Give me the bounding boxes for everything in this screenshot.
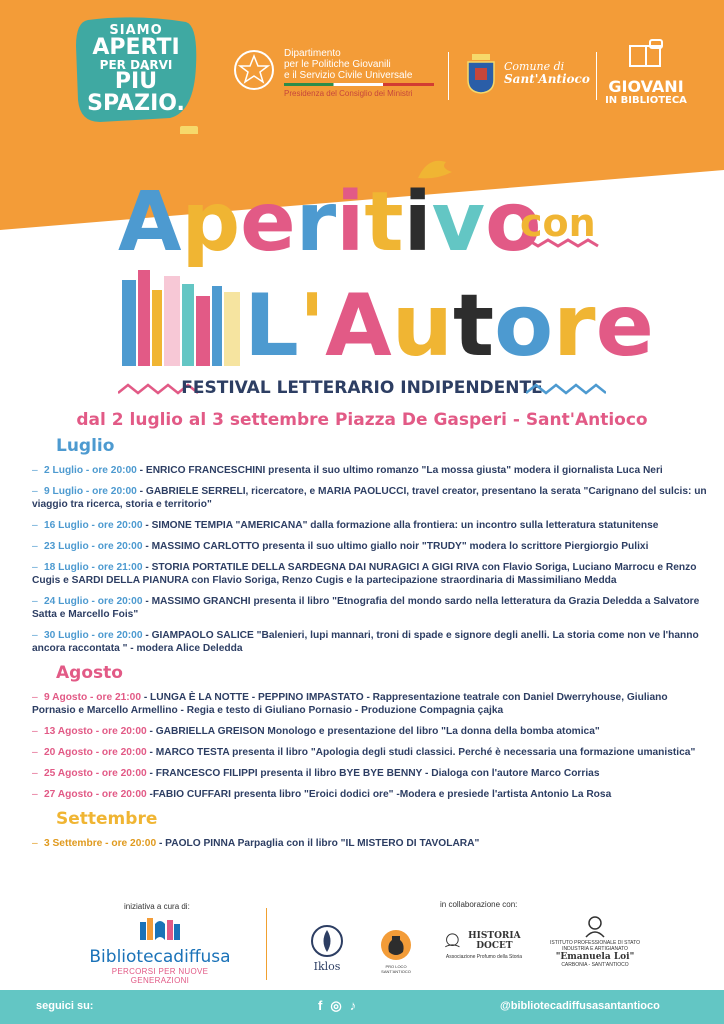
badge-line-4: PIÙ SPAZIO. xyxy=(87,69,185,116)
event-description: - STORIA PORTATILE DELLA SARDEGNA DAI NURAGICI A GIGI RIVA con Flavio Soriga, Luciano Marrocu e Renzo Cugis e SARDI DELLA PIANURA con Flavio Soriga, Renzo Cugis e la partecipazione straordinaria di Massimiliano Medda xyxy=(32,562,697,586)
tiktok-icon[interactable]: ♪ xyxy=(349,998,357,1013)
event-item xyxy=(32,691,712,717)
loi-name: "Emanuela Loi" xyxy=(555,952,635,962)
comune-logo xyxy=(466,52,590,94)
event-when: 13 Agosto - ore 20:00 xyxy=(44,726,147,737)
event-when: 16 Luglio - ore 20:00 xyxy=(44,520,143,531)
badge-line-3: PER DARVI xyxy=(99,58,173,72)
bullet-dash: – xyxy=(32,596,38,607)
department-line-2: per le Politiche Giovanili xyxy=(284,59,391,70)
event-item xyxy=(32,519,712,532)
badge-text xyxy=(74,24,198,115)
event-list-luglio xyxy=(32,464,712,655)
header-divider xyxy=(596,52,597,100)
bullet-dash: – xyxy=(32,486,38,497)
instagram-icon[interactable]: ◎ xyxy=(330,998,342,1013)
portrait-icon xyxy=(583,914,607,938)
loi-city: CARBONIA - SANT'ANTIOCO xyxy=(561,962,629,968)
event-description: - MASSIMO GRANCHI presenta il libro "Etnografia del mondo sardo nella letteratura da Grazia Deledda a Salvatore Satta e Marcello Fois" xyxy=(32,596,700,620)
collaboration-label: in collaborazione con: xyxy=(440,900,518,909)
title-word-2: con xyxy=(520,201,596,245)
comune-line-1: Comune di xyxy=(504,60,565,73)
event-when: 25 Agosto - ore 20:00 xyxy=(44,768,147,779)
event-item xyxy=(32,725,712,738)
title-artwork xyxy=(0,150,724,400)
program xyxy=(32,436,712,858)
event-description: - PAOLO PINNA Parpaglia con il libro "IL MISTERO DI TAVOLARA" xyxy=(156,838,480,849)
giovani-in-biblioteca-logo xyxy=(604,38,688,106)
event-description: - SIMONE TEMPIA "AMERICANA" dalla formazione alla frontiera: un incontro sulla letteratura statunitense xyxy=(142,520,659,531)
event-description: - ENRICO FRANCESCHINI presenta il suo ultimo romanzo "La mossa giusta" modera il giornalista Luca Neri xyxy=(136,465,663,476)
historia-sub: Associazione Profumo della Storia xyxy=(445,954,523,960)
event-description: - MARCO TESTA presenta il libro "Apologia degli studi classici. Perché è necessaria una formazione umanistica" xyxy=(146,747,696,758)
event-item xyxy=(32,837,712,850)
loi-line-2: INDUSTRIA E ARTIGIANATO xyxy=(562,946,628,952)
emanuela-loi-logo xyxy=(540,914,650,968)
department-logo xyxy=(232,48,434,98)
bullet-dash: – xyxy=(32,630,38,641)
bullet-dash: – xyxy=(32,541,38,552)
historia-name: HISTORIA DOCET xyxy=(468,931,521,951)
event-description: - LUNGA È LA NOTTE - PEPPINO IMPASTATO - Rappresentazione teatrale con Daniel Dwerryhouse, Giuliano Pornasio e Marcello Armellino - Regia e testo di Giuliano Pornasio - Produzione Compagnia çajka xyxy=(32,692,668,716)
department-line-1: Dipartimento xyxy=(284,48,341,59)
tricolor-bar xyxy=(284,83,434,86)
books-illustration xyxy=(122,270,240,366)
event-when: 9 Luglio - ore 20:00 xyxy=(44,486,137,497)
iklos-logo xyxy=(302,924,352,973)
event-when: 2 Luglio - ore 20:00 xyxy=(44,465,137,476)
department-line-3: e il Servizio Civile Universale xyxy=(284,70,413,81)
festival-dates: dal 2 luglio al 3 settembre Piazza De Gasperi - Sant'Antioco xyxy=(76,410,648,430)
month-heading-luglio: Luglio xyxy=(56,436,115,456)
books-logo-icon xyxy=(138,916,182,942)
event-item xyxy=(32,464,712,477)
event-item xyxy=(32,746,712,759)
event-description: - MASSIMO CARLOTTO presenta il suo ultimo giallo noir "TRUDY" modera lo scrittore Piergiorgio Pulixi xyxy=(142,541,649,552)
social-handle[interactable]: @bibliotecadiffusasantantioco xyxy=(500,1000,660,1012)
badge-line-1: SIAMO xyxy=(109,23,163,38)
facebook-icon[interactable]: f xyxy=(318,998,323,1013)
pro-loco-name: PRO LOCO SANT'ANTIOCO xyxy=(381,964,411,974)
event-when: 9 Agosto - ore 21:00 xyxy=(44,692,141,703)
event-description: - GABRIELLA GREISON Monologo e presentazione del libro "La donna della bomba atomica" xyxy=(146,726,600,737)
initiative-label: iniziativa a cura di: xyxy=(124,902,190,911)
month-heading-agosto: Agosto xyxy=(56,663,123,683)
zigzag-right xyxy=(526,383,606,395)
event-item xyxy=(32,485,712,511)
giovani-line-2: IN BIBLIOTECA xyxy=(605,95,687,106)
event-item xyxy=(32,788,712,801)
event-when: 18 Luglio - ore 21:00 xyxy=(44,562,143,573)
event-description: - FRANCESCO FILIPPI presenta il libro BYE BYE BENNY - Dialoga con l'autore Marco Corrias xyxy=(146,768,600,779)
crest-icon xyxy=(466,52,496,94)
social-icons xyxy=(318,998,356,1014)
event-when: 20 Agosto - ore 20:00 xyxy=(44,747,147,758)
department-sub: Presidenza del Consiglio dei Ministri xyxy=(284,89,413,98)
bibliotecadiffusa-name: Bibliotecadiffusa xyxy=(89,947,231,967)
event-when: 3 Settembre - ore 20:00 xyxy=(44,838,157,849)
bullet-dash: – xyxy=(32,520,38,531)
event-description: - GIAMPAOLO SALICE "Balenieri, lupi mannari, troni di spade e signore degli anelli. La storia come non ve l'hanno ancora raccontata " - modera Alice Deledda xyxy=(32,630,699,654)
title-word-1: Aperitivo xyxy=(118,175,542,270)
giovani-line-1: GIOVANI xyxy=(608,77,684,96)
festival-subtitle: FESTIVAL LETTERARIO INDIPENDENTE xyxy=(181,378,543,398)
bullet-dash: – xyxy=(32,789,38,800)
follow-label: seguici su: xyxy=(36,1000,94,1012)
partners-divider xyxy=(266,908,267,980)
event-description: -FABIO CUFFARI presenta libro "Eroici dodici ore" -Modera e presiede l'artista Antonio La Rosa xyxy=(146,789,612,800)
loi-line-1: ISTITUTO PROFESSIONALE DI STATO xyxy=(550,940,640,946)
book-chat-icon xyxy=(626,38,666,74)
iklos-icon xyxy=(310,924,344,958)
bullet-dash: – xyxy=(32,726,38,737)
header-divider xyxy=(448,52,449,100)
event-item xyxy=(32,767,712,780)
event-item xyxy=(32,595,712,621)
globe-book-icon xyxy=(444,928,461,954)
comune-line-2: Sant'Antioco xyxy=(504,72,590,86)
event-item xyxy=(32,629,712,655)
badge-line-2: APERTI xyxy=(92,35,180,60)
pro-loco-logo xyxy=(374,928,418,974)
event-when: 24 Luglio - ore 20:00 xyxy=(44,596,143,607)
month-heading-settembre: Settembre xyxy=(56,809,158,829)
iklos-name: Iklos xyxy=(313,960,341,973)
bullet-dash: – xyxy=(32,747,38,758)
event-list-settembre xyxy=(32,837,712,850)
event-item xyxy=(32,540,712,553)
footer-bar xyxy=(0,990,724,1024)
event-when: 27 Agosto - ore 20:00 xyxy=(44,789,147,800)
bullet-dash: – xyxy=(32,768,38,779)
bibliotecadiffusa-tagline: PERCORSI PER NUOVE GENERAZIONI xyxy=(111,967,209,985)
bullet-dash: – xyxy=(32,562,38,573)
bibliotecadiffusa-logo xyxy=(86,916,234,985)
bullet-dash: – xyxy=(32,838,38,849)
amphora-icon xyxy=(379,928,413,962)
event-description: - GABRIELE SERRELI, ricercatore, e MARIA PAOLUCCI, travel creator, presentano la serata "Carignano del sulcis: un viaggio tra ricerca, storia e territorio" xyxy=(32,486,707,510)
historia-docet-logo xyxy=(444,928,524,960)
italian-emblem-icon xyxy=(232,48,276,92)
title-word-3: L'Autore xyxy=(244,276,654,376)
event-when: 23 Luglio - ore 20:00 xyxy=(44,541,143,552)
bullet-dash: – xyxy=(32,465,38,476)
event-item xyxy=(32,561,712,587)
event-list-agosto xyxy=(32,691,712,801)
event-when: 30 Luglio - ore 20:00 xyxy=(44,630,143,641)
bullet-dash: – xyxy=(32,692,38,703)
